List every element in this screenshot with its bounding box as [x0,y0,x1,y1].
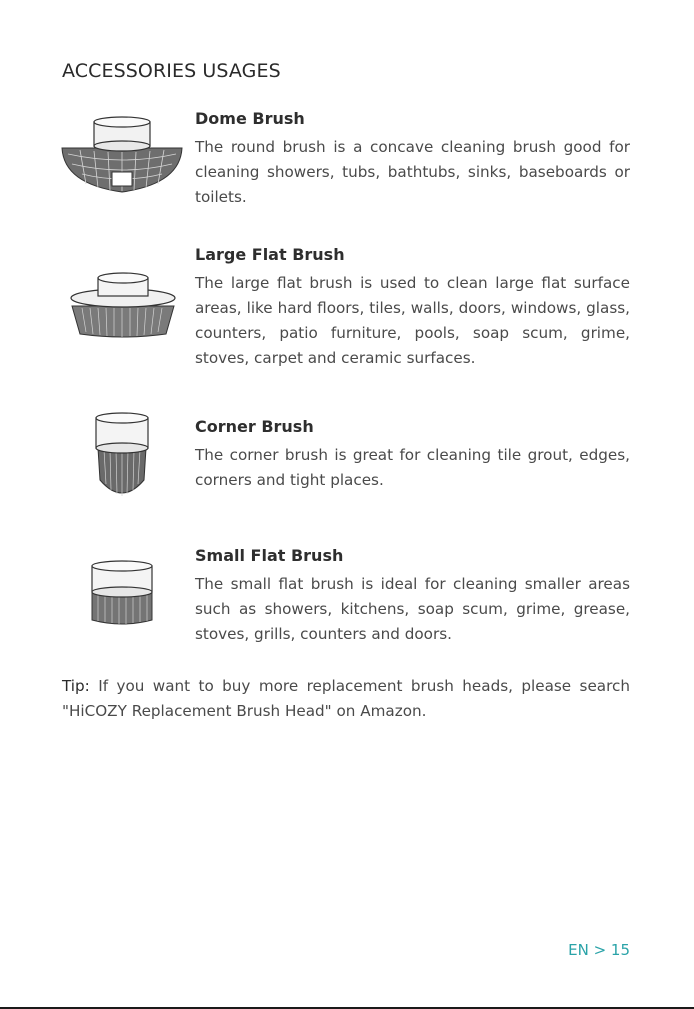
accessory-small-flat-brush [195,545,630,647]
accessory-description: The round brush is a concave cleaning brush good for cleaning showers, tubs, bathtubs, sinks, baseboards or toilets. [195,138,630,206]
accessory-description: The small flat brush is ideal for cleaning smaller areas such as showers, kitchens, soap scum, grime, grease, stoves, grills, counters and doors. [195,575,630,643]
page-number: EN > 15 [568,941,630,959]
accessory-title: Small Flat Brush [195,546,344,565]
tip-note [62,674,630,724]
small-flat-brush-icon [88,558,156,630]
page-title: ACCESSORIES USAGES [62,60,281,82]
accessory-description: The corner brush is great for cleaning tile grout, edges, corners and tight places. [195,446,630,489]
accessory-title: Dome Brush [195,109,305,128]
corner-brush-icon [90,408,154,504]
large-flat-brush-icon [68,270,178,340]
dome-brush-icon [60,114,184,194]
accessory-large-flat-brush [195,244,630,371]
tip-label: Tip: [62,677,90,695]
accessory-description: The large flat brush is used to clean large flat surface areas, like hard floors, tiles, walls, doors, windows, glass, counters, patio furniture, pools, soap scum, grime, stoves, carpet and ceramic surfaces. [195,274,630,367]
accessory-corner-brush [195,416,630,493]
accessory-title: Large Flat Brush [195,245,345,264]
accessory-title: Corner Brush [195,417,314,436]
tip-text: If you want to buy more replacement brush heads, please search "HiCOZY Replacement Brush Head" on Amazon. [62,677,630,720]
accessory-dome-brush [195,108,630,210]
